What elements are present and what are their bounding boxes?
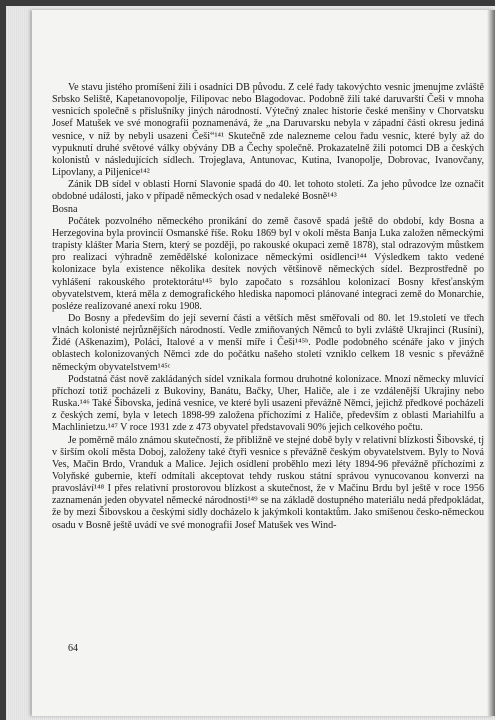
paragraph-2: Zánik DB sídel v oblasti Horní Slavonie spadá do 40. let tohoto století. Za jeho původce lze označit obdobné události, jako v případě německých osad v nedaleké Bosně¹⁴³ bbox=[52, 179, 484, 203]
page-gutter-shadow bbox=[487, 10, 495, 716]
section-heading: Bosna bbox=[52, 203, 78, 215]
paragraph-3: Počátek pozvolného německého pronikání do země časově spadá ještě do období, kdy Bosna a Herzegovina byla provincií Osmanské říše. Roku 1869 byl v okolí města Banja Luka založen německými trapisty klášter Maria Stern, který se později, po rakouské okupaci země 1878), stal odrazovým můstkem pro realizaci výhradně zemědělské kolonizace německými osídlenci¹⁴⁴ Výsledkem takto vedené kolonizace byla existence několika desítek nových většinově německých sídel. Bezprostředně po vyhlášení rakouského protektorátu¹⁴⁵ bylo započato s rozsáhlou kolonizací Bosny křesťanským obyvatelstvem, která měla z demografického hlediska napomoci plánované integraci země do Monarchie, posléze realizované anexí roku 1908. bbox=[52, 215, 484, 312]
paragraph-1: Ve stavu jistého promíšení žili i osadníci DB původu. Z celé řady takovýchto vesnic jmenujme zvláště Srbsko Seliště, Kapetanovopolje, Filipovac nebo Blagodovac. Podobně žili také daruvarští Češi v mnoha vesnicích společně s příslušníky jiných národností. Výtečný znalec historie české menšiny v Chorvatsku Josef Matušek ve své monografii poznamenává, že „na Daruvarsku nebyla v západní části okresu jediná vesnice, v níž by nebyli usazeni Češi“¹⁴¹ Skutečně zde nalezneme celou řadu vesnic, které byly až do vypuknutí druhé světové války obývány DB a Čechy společně. Prokazatelně žili potomci DB a českých kolonistů v následujících sídlech. Trojeglava, Antunovac, Kutina, Ivanopolje, Dobrovac, Ivanovčany, Lipovlany, a Piljenice¹⁴² bbox=[52, 82, 484, 179]
page-number: 64 bbox=[68, 643, 78, 654]
paragraph-5: Podstatná část nově zakládaných sídel vznikala formou druhotné kolonizace. Mnozí německy mluvící příchozí totiž pocházeli z Bukoviny, Banátu, Bačky, Uher, Haliče, ale i ze vzdálenější Ukrajiny nebo Ruska.¹⁴⁶ Také Šibovska, jediná vesnice, ve které byli usazeni převážně Němci, jejichž předkové pocházeli z českých zemí, byla v letech 1898-99 založena příchozími z Haliče, především z oblasti Mariahilfu a Machlinietzu.¹⁴⁷ V roce 1931 zde z 473 obyvatel představovali 90% jejich celkového počtu. bbox=[52, 373, 484, 434]
page-text bbox=[52, 82, 484, 532]
paragraph-4: Do Bosny a především do její severní části a větších měst směřovali od 80. let 19.století ve třech vlnách kolonisté nejrůznějších národností. Vedle zmiňovaných Němců to byli zvláště Ukrajinci (Rusíni), Židé (Aškenazim), Poláci, Italové a v menší míře i Češi¹⁴⁵ᵇ. Podle podobného scénáře jako v jiných oblastech kolonizovaných Němci zde do počátku našeho století vzniklo celkem 18 vesnic s převážně německým obyvatelstvem¹⁴⁵ᶜ bbox=[52, 312, 484, 373]
paragraph-6: Je poměrně málo známou skutečností, že přibližně ve stejné době byly v relativní blízkosti Šibovské, tj v širším okolí města Doboj, založeny také čtyři vesnice s převážně českým obyvatelstvem. Byly to Nová Ves, Mačin Brdo, Vranduk a Malice. Jejich osídlení proběhlo mezi léty 1894-96 převážně příchozími z Volyňské gubernie, kteří odmítali akceptovat tehdy ruskou státní správou vynucovanou konverzi na pravosláví¹⁴⁸ I přes relativní prostorovou blízkost a skutečnost, že v Mačinu Brdu byl ještě v roce 1956 zaznamenán jeden obyvatel německé národnosti¹⁴⁹ se na základě dostupného materiálu nedá předpokládat, že by mezi Šibovskou a českými sídly docházelo k jakýmkoli kontaktům. Jako smíšenou česko-německou osadu v Bosně ještě uvádí ve své monografii Josef Matušek ves Wind- bbox=[52, 434, 484, 531]
